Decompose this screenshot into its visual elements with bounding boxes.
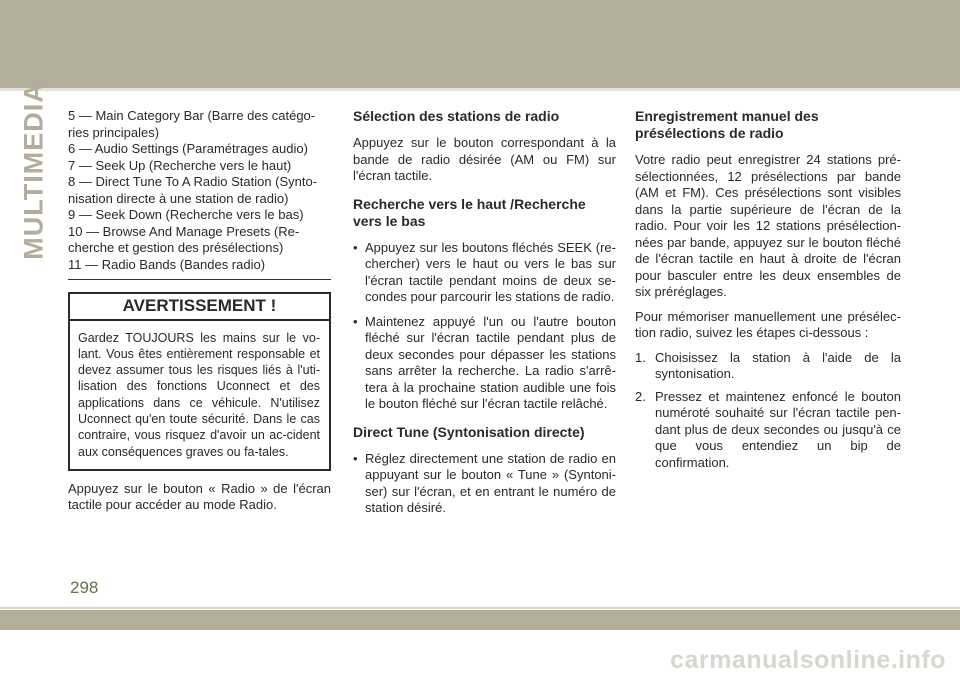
warning-title: AVERTISSEMENT ! [70,294,329,321]
heading-seek: Recherche vers le haut /Recherche vers le bas [353,195,586,229]
direct-tune-bullet: • Réglez directement une station de radio en appuyant sur le bouton « Tune » (Syntoni-ser) sur l'écran, et en entrant le numéro de station désiré. [353,451,616,517]
page-number: 298 [70,578,99,597]
watermark: carmanualsonline.info [670,646,946,674]
presets-instructions: Pour mémoriser manuellement une présélec-tion radio, suivez les étapes ci-dessous : [635,308,901,340]
step-text: Pressez et maintenez enfoncé le bouton numéroté souhaité sur l'écran tactile pen-dant plus de deux secondes ou jusqu'à ce que vous entendiez un bip de confirmation. [655,388,901,470]
legend-item: 9 — Seek Down (Recherche vers le bas) [68,207,304,222]
legend-item: 8 — Direct Tune To A Radio Station (Synto-nisation directe à une station de radio) [68,174,318,206]
step-number: 1. [635,349,646,365]
top-divider [0,88,960,91]
seek-bullet: • Maintenez appuyé l'un ou l'autre bouton fléché sur l'écran tactile pendant plus de deux secondes pour dépasser les stations sans arrêter la recherche. La radio s'arrê-tera à la prochaine station audible une fois le bouton fléché sur l'écran tactile relâché. [353,314,616,413]
heading-station-selection: Sélection des stations de radio [353,108,560,124]
column-2 [353,108,616,525]
column-3 [635,108,901,477]
heading-direct-tune: Direct Tune (Syntonisation directe) [353,423,585,440]
legend-item: 6 — Audio Settings (Paramétrages audio) [68,141,308,156]
seek-bullet: • Appuyez sur les boutons fléchés SEEK (re-chercher) vers le haut ou vers le bas sur l'écran tactile pendant moins de deux se-condes pour parcourir les stations de radio. [353,240,616,306]
bottom-color-band [0,610,960,630]
station-selection-paragraph: Appuyez sur le bouton correspondant à la bande de radio désirée (AM ou FM) sur l'écran tactile. [353,135,616,183]
warning-box [68,292,331,471]
column-1 [68,108,331,514]
legend-item: 5 — Main Category Bar (Barre des catégo-ries principales) [68,108,316,140]
legend-item: 11 — Radio Bands (Bandes radio) [68,256,266,272]
legend-list [68,108,331,273]
radio-mode-paragraph: Appuyez sur le bouton « Radio » de l'écran tactile pour accéder au mode Radio. [68,480,331,513]
heading-manual-presets: Enregistrement manuel des présélections de radio [635,108,819,141]
warning-body: Gardez TOUJOURS les mains sur le vo-lant. Vous êtes entièrement responsable et devez assumer tous les risques liés à l'uti-lisation des fonctions Uconnect et des applications dans ce véhicule. N'utilisez Uconnect qu'en toute sécurité. Dans le cas contraire, vous risquez d'avoir un ac-cident aux conséquences graves ou fa-tales. [78,330,320,459]
section-side-tab [16,82,52,260]
step-number: 2. [635,388,646,404]
step-text: Choisissez la station à l'aide de la syntonisation. [655,349,901,381]
legend-item: 10 — Browse And Manage Presets (Re-cherche et gestion des présélections) [68,223,300,255]
legend-divider [68,279,331,280]
top-color-band [0,0,960,88]
step-item [635,350,901,383]
side-tab-label: MULTIMEDIA [18,82,49,260]
presets-paragraph: Votre radio peut enregistrer 24 stations pré-sélectionnées, 12 présélections par bande (AM et FM). Ces présélections sont visibles dans la partie supérieure de l'écran de la radio. Pour voir les 12 stations présélection-nées par bande, appuyez sur le bouton fléché de l'écran tactile en haut à droite de l'écran pour basculer entre les deux ensembles de six préréglages. [635,152,901,299]
step-item [635,389,901,472]
bottom-divider [0,607,960,609]
legend-item: 7 — Seek Up (Recherche vers le haut) [68,157,292,173]
